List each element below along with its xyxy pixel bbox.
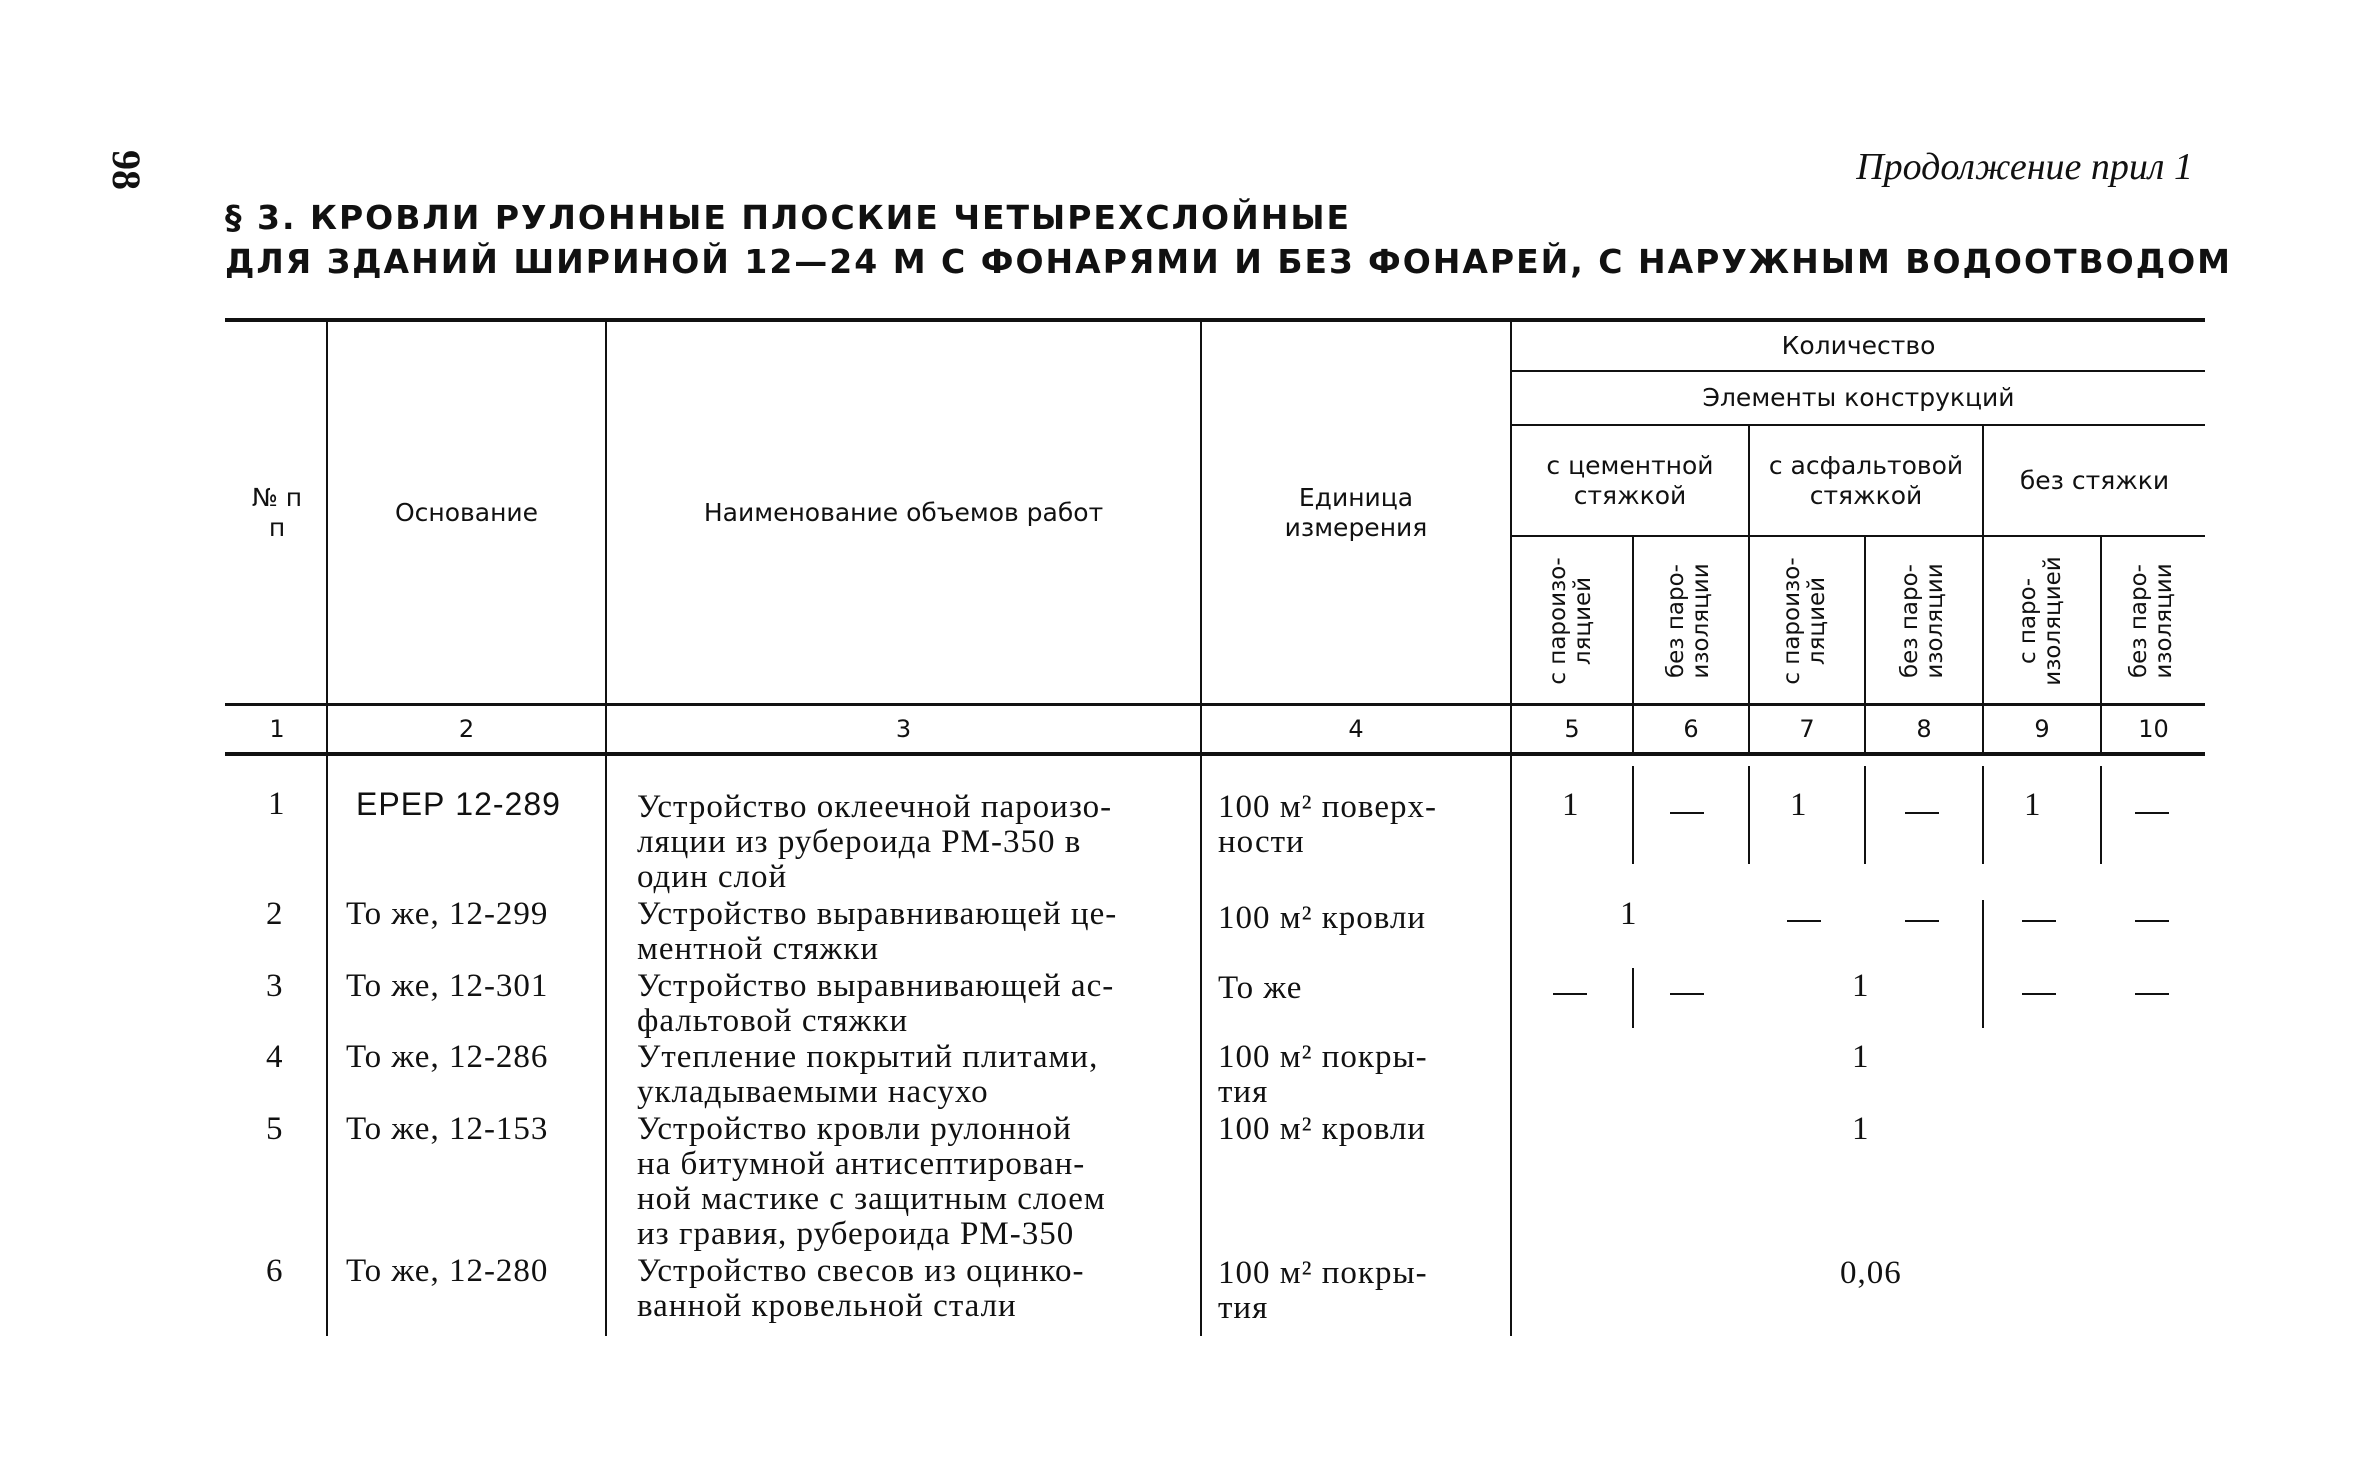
row3-unit: То же: [1218, 970, 1303, 1006]
row6-basis: То же, 12-280: [346, 1253, 549, 1289]
row5-quantity: 1: [1852, 1111, 1870, 1147]
row5-basis: То же, 12-153: [346, 1111, 549, 1147]
row6-unit: 100 м² покры- тия: [1218, 1255, 1428, 1326]
row2-no: 2: [266, 896, 284, 932]
row1-col5: 1: [1562, 787, 1580, 823]
row2-col56: 1: [1620, 896, 1638, 932]
row3-name: Устройство выравнивающей ас- фальтовой стяжки: [637, 968, 1115, 1039]
row1-no: 1: [268, 786, 286, 822]
row2-col8-dash: [1905, 920, 1939, 922]
row4-no: 4: [266, 1039, 284, 1075]
row6-name: Устройство свесов из оцинко- ванной кровельной стали: [637, 1253, 1085, 1324]
section-title-line2: ДЛЯ ЗДАНИЙ ШИРИНОЙ 12—24 М С ФОНАРЯМИ И БЕЗ ФОНАРЕЙ, С НАРУЖНЫМ ВОДООТВОДОМ: [225, 242, 2233, 281]
row3-col5-dash: [1553, 993, 1587, 995]
row1-name: Устройство оклеечной пароизо- ляции из рубероида РМ-350 в один слой: [637, 789, 1113, 895]
subheader-col10: без паро- изоляции: [2126, 563, 2177, 679]
row3-col9-dash: [2022, 993, 2056, 995]
header-group-none: без стяжки: [2019, 465, 2170, 495]
row1-col6-dash: [1670, 812, 1704, 814]
row3-no: 3: [266, 968, 284, 1004]
row6-no: 6: [266, 1253, 284, 1289]
header-unit: Единица измерения: [1284, 482, 1428, 542]
subheader-col8: без паро- изоляции: [1897, 563, 1948, 679]
row1-col10-dash: [2135, 812, 2169, 814]
row2-unit: 100 м² кровли: [1218, 900, 1427, 936]
row4-quantity: 1: [1852, 1039, 1870, 1075]
colnum-2: 2: [458, 715, 475, 743]
row1-basis: ЕРЕР 12-289: [356, 786, 561, 822]
row2-col10-dash: [2135, 920, 2169, 922]
body-sub-sep-78: [1864, 766, 1866, 864]
continuation-note: Продолжение прил 1: [1856, 146, 2193, 188]
body-sep-3: [1200, 756, 1202, 1336]
colnum-10: 10: [2138, 715, 2169, 743]
colnum-1: 1: [269, 715, 285, 743]
row2-basis: То же, 12-299: [346, 896, 549, 932]
row2-col9-dash: [2022, 920, 2056, 922]
body-group-sep-1: [1748, 766, 1750, 864]
subheader-col9: с паро- изоляцией: [2015, 556, 2066, 686]
section-title-line1: § 3. КРОВЛИ РУЛОННЫЕ ПЛОСКИЕ ЧЕТЫРЕХСЛОЙНЫЕ: [225, 198, 1352, 237]
row1-col9: 1: [2024, 787, 2042, 823]
body-sub-sep-56-a: [1632, 766, 1634, 864]
row1-col8-dash: [1905, 812, 1939, 814]
row6-quantity: 0,06: [1840, 1255, 1902, 1291]
subheader-col5: с пароизо- ляцией: [1545, 557, 1596, 685]
body-sep-2: [605, 756, 607, 1336]
colnum-7: 7: [1799, 715, 1815, 743]
header-work-name: Наименование объемов работ: [703, 497, 1104, 527]
row3-col78: 1: [1852, 968, 1870, 1004]
body-sep-4: [1510, 756, 1512, 1336]
colnum-3: 3: [895, 715, 912, 743]
header-no: № п п: [251, 482, 303, 542]
row3-basis: То же, 12-301: [346, 968, 549, 1004]
row4-name: Утепление покрытий плитами, укладываемыми насухо: [637, 1039, 1099, 1110]
row5-name: Устройство кровли рулонной на битумной антисептирован- ной мастике с защитным слоем из гравия, рубероида РМ-350: [637, 1111, 1106, 1252]
row1-col7: 1: [1790, 787, 1808, 823]
page-number: 98: [104, 150, 149, 190]
header-basis: Основание: [394, 497, 539, 527]
row5-no: 5: [266, 1111, 284, 1147]
body-group-sep-2-a: [1982, 766, 1984, 864]
row4-basis: То же, 12-286: [346, 1039, 549, 1075]
body-sub-sep-910: [2100, 766, 2102, 864]
header-elements: Элементы конструкций: [1702, 383, 2015, 412]
subheader-col6: без паро- изоляции: [1663, 563, 1714, 679]
colnum-9: 9: [2034, 715, 2050, 743]
colnum-6: 6: [1683, 715, 1699, 743]
body-sub-sep-56-b: [1632, 968, 1634, 1028]
body-group-sep-2-b: [1982, 900, 1984, 1028]
row2-name: Устройство выравнивающей це- ментной стяжки: [637, 896, 1118, 967]
row3-col10-dash: [2135, 993, 2169, 995]
colnum-bottom-rule: [225, 752, 2205, 756]
header-group-cement: с цементной стяжкой: [1546, 450, 1714, 510]
row2-col7-dash: [1787, 920, 1821, 922]
colnum-4: 4: [1348, 715, 1364, 743]
row1-unit: 100 м² поверх- ности: [1218, 789, 1437, 860]
subheader-col7: с пароизо- ляцией: [1779, 557, 1830, 685]
body-sep-1: [326, 756, 328, 1336]
row4-unit: 100 м² покры- тия: [1218, 1039, 1428, 1110]
colnum-8: 8: [1916, 715, 1932, 743]
header-quantity: Количество: [1781, 331, 1936, 360]
header-group-asphalt: с асфальтовой стяжкой: [1768, 450, 1964, 510]
row3-col6-dash: [1670, 993, 1704, 995]
row5-unit: 100 м² кровли: [1218, 1111, 1427, 1147]
colnum-5: 5: [1564, 715, 1580, 743]
